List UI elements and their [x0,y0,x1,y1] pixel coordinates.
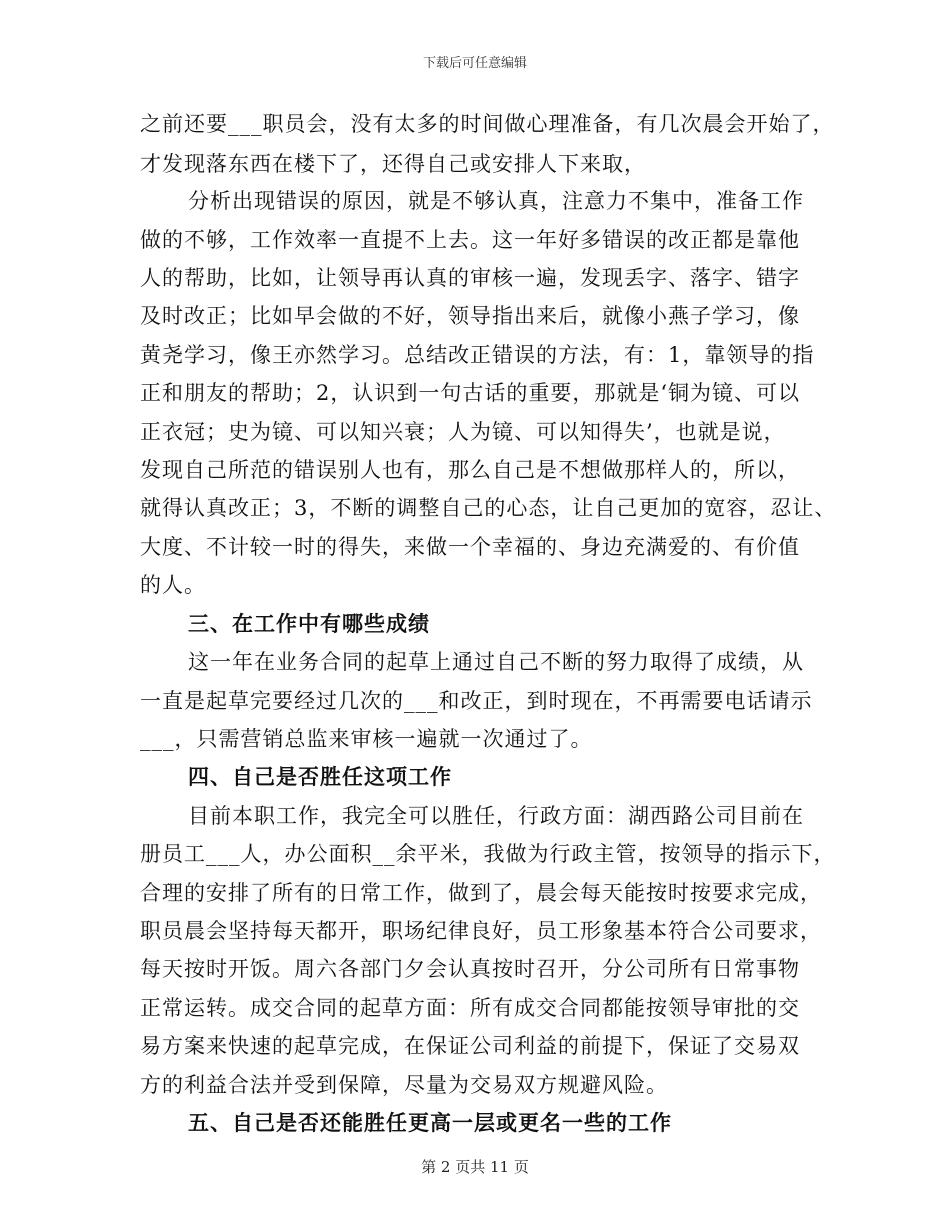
paragraph-line: 的人。 [140,573,206,597]
page-header: 下载后可任意编辑 [422,56,527,71]
paragraph-line: 合理的安排了所有的日常工作，做到了，晨会每天能按时按要求完成， [140,881,822,905]
paragraph-line: 才发现落东西在楼下了，还得自己或安排人下来取， [140,152,646,176]
paragraph-line: 一直是起草完要经过几次的___和改正，到时现在，不再需要电话请示 [140,689,813,713]
paragraph-line: 册员工___人，办公面积__余平米，我做为行政主管，按领导的指示下， [140,842,836,866]
paragraph-line: 大度、不计较一时的得失，来做一个幸福的、身边充满爱的、有价值 [140,535,800,559]
paragraph-line: 这一年在业务合同的起草上通过自己不断的努力取得了成绩，从 [188,650,804,674]
paragraph-line: 就得认真改正；3，不断的调整自己的心态，让自己更加的宽容，忍让、 [140,496,837,520]
paragraph-line: 人的帮助，比如，让领导再认真的审核一遍，发现丢字、落字、错字 [140,266,800,290]
paragraph-line: 正常运转。成交合同的起草方面：所有成交合同都能按领导审批的交 [140,996,800,1020]
paragraph-line: 职员晨会坚持每天都开，职场纪律良好，员工形象基本符合公司要求， [140,919,822,943]
paragraph-line: 发现自己所范的错误别人也有，那么自己是不想做那样人的，所以， [140,458,800,482]
paragraph-line: 做的不够，工作效率一直提不上去。这一年好多错误的改正都是靠他 [140,228,800,252]
paragraph-line: 黄尧学习，像王亦然学习。总结改正错误的方法，有：1，靠领导的指 [140,343,815,367]
paragraph-line: 目前本职工作，我完全可以胜任，行政方面：湖西路公司目前在 [188,804,804,828]
section-heading: 三、在工作中有哪些成绩 [188,611,430,636]
paragraph-line: ___，只需营销总监来审核一遍就一次通过了。 [140,727,593,751]
paragraph-line: 每天按时开饭。周六各部门夕会认真按时召开，分公司所有日常事物 [140,957,800,981]
section-heading: 四、自己是否胜任这项工作 [188,764,452,789]
paragraph-line: 正和朋友的帮助；2，认识到一句古话的重要，那就是‘铜为镜、可以 [140,381,801,405]
paragraph-line: 之前还要___职员会，没有太多的时间做心理准备，有几次晨会开始了， [140,112,835,136]
section-heading: 五、自己是否还能胜任更高一层或更名一些的工作 [188,1110,672,1135]
paragraph-line: 分析出现错误的原因，就是不够认真，注意力不集中，准备工作 [188,189,804,213]
page-footer: 第 2 页共 11 页 [421,1158,529,1176]
paragraph-line: 方的利益合法并受到保障，尽量为交易双方规避风险。 [140,1073,668,1097]
paragraph-line: 及时改正；比如早会做的不好，领导指出来后，就像小燕子学习，像 [140,304,800,328]
paragraph-line: 易方案来快速的起草完成，在保证公司利益的前提下，保证了交易双 [140,1034,800,1058]
paragraph-line: 正衣冠；史为镜、可以知兴衰；人为镜、可以知得失’，也就是说， [140,420,786,444]
